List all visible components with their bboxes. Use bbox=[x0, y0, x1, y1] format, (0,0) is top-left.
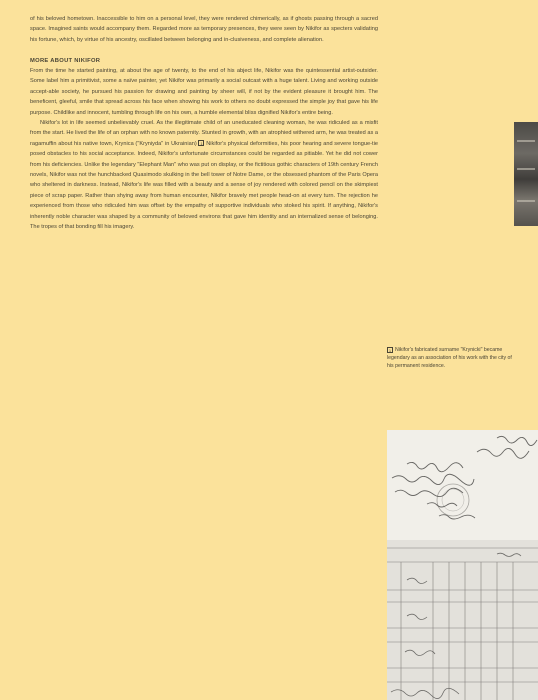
archival-photo-fragment bbox=[514, 122, 538, 226]
side-note-text: Nikifor's fabricated surname "Krynicki" became legendary as an association of his work with the city of his permanent residence. bbox=[387, 347, 512, 369]
side-note-number: 1 bbox=[388, 347, 392, 353]
paragraph-2-text-a: Nikifor's lot in life seemed unbelievably cruel. As the illegitimate child of an uneducated cleaning woman, he was ridiculed as a misfit from the start. He lived the life of an orphan with no known paternity. Stunted in growth, with an atrophied withered arm, he was treated as a ragamuffin about his native town, Krynica ("Kryniyda" in Ukrainian) bbox=[30, 120, 378, 147]
document-drawing bbox=[387, 430, 538, 700]
paragraph-2-text-b: Nikifor's physical deformities, his poor hearing and severe tongue-tie posed obstacles to his social acceptance. Indeed, Nikifor's unfortunate circumstances could be regarded as pitiable. Yet he did not cower from his deficiencies. Unlike the legendary "Elephant Man" who was put on display, or the fictitious gothic characters of 19th century French novels, Nikifor was not the hunchbacked Quasimodo skulking in the bell tower of Notre Dame, or the obsessed phantom of the Paris Opera who sheltered in darkness. Instead, Nikifor's life was filled with a beauty and a sense of joy rendered with colored pencil on the skimpiest piece of scrap paper. Rather than shying away from human encounter, Nikifor bravely met people head-on at every turn. The rejection he experienced from those who ridiculed him was offset by the empathy of supportive individuals who stoked his spirit. If anything, Nikifor's inherently noble character was shaped by a community of beloved environs that gave him identity and an internalized sense of belonging. The tropes of that bonding fill his imagery. bbox=[30, 140, 378, 231]
footnote-marker[interactable]: 1 bbox=[200, 141, 203, 147]
side-note bbox=[387, 346, 517, 370]
paragraph-2 bbox=[30, 118, 378, 232]
handwritten-document-image bbox=[387, 430, 538, 700]
section-heading: MORE ABOUT NIKIFOR bbox=[30, 57, 101, 64]
main-text-column bbox=[30, 14, 378, 233]
paragraph-1: From the time he started painting, at about the age of twenty, to the end of his abject life, Nikifor was the quintessential artist-outsider. Some label him a primitivist, some a naïve painter, yet Nikifor was primarily a social outcast with a huge talent. Living and working outside accept-able society, he pursued his passion for drawing and painting by sheer will, if not by the evident pleasure it brought him. The beneficent, gleeful, smile that spread across his face when showing his work to others no doubt expressed the simple joy that gave his life purpose. Childlike and innocent, tumbling through life on his own, a humble elemental bliss dignified Nikifor's entire being. bbox=[30, 68, 378, 116]
intro-paragraph: of his beloved hometown. Inaccessible to him on a personal level, they were rendered chimerically, as if ghosts passing through a sacred space. Imagined saints would accompany them. Regarded more as temporary presences, they were seen by Nikifor as specters validating his fortune, which, by virtue of his ancestry, oscillated between belonging and in-clusiveness, and complete alienation. bbox=[30, 16, 378, 43]
